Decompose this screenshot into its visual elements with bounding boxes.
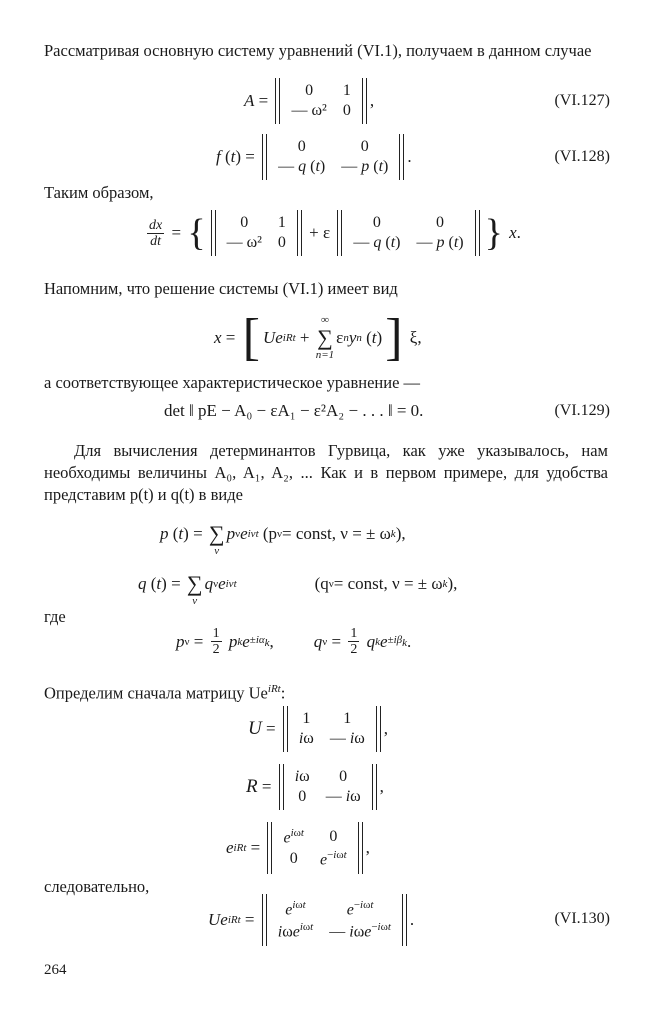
q-const-prefix: (q bbox=[314, 574, 329, 593]
paragraph-where: где bbox=[44, 607, 66, 626]
equation-vi-129: det ‖ pE − A₀ − εA₁ − ε²A₂ − . . . ‖ = 0. bbox=[164, 401, 424, 420]
equation-solution: x = [ Ue iRt + ∞ ∑ n=1 ε n y n ( t ) ] ξ, bbox=[214, 309, 422, 366]
equation-u-matrix: U = 1 1 iω — iω , bbox=[248, 706, 388, 752]
equation-label-130: (VI.130) bbox=[554, 910, 610, 927]
equation-vi-128: f ( t ) = 0 0 — q (t) — p (t) . bbox=[216, 134, 412, 180]
equation-pnu-qnu: p ν = $\frac{1}{2}$ p k e $\pm i\alpha_k$ , q ν = $\frac{1}{2}$ q k e $\pm i\beta_k$ . bbox=[176, 626, 412, 657]
paragraph-consequently: следовательно, bbox=[44, 877, 150, 896]
equation-label-128: (VI.128) bbox=[554, 148, 610, 165]
paragraph-define: Определим сначала матрицу $Ue^{iRt}$: bbox=[44, 683, 286, 703]
p-const-prefix: (p bbox=[262, 524, 278, 543]
equation-label-129: (VI.129) bbox=[554, 402, 610, 419]
equation-dxdt: $\frac{dx}{dt}$ = { 0 1 — ω² 0 + ε 0 0 — q (t) — p (t) } x . bbox=[149, 212, 521, 254]
p-const-text: = const, ν = ± ω bbox=[282, 524, 391, 543]
equation-p-of-t: p ( t ) = ∑ ν p ν e iνt (p ν = const, ν = ± ω k ), bbox=[160, 521, 406, 557]
define-text: Определим сначала матрицу Ue bbox=[44, 683, 268, 703]
paragraph-char-eq: а соответствующее характеристическое уравнение — bbox=[44, 373, 421, 392]
equation-label-127: (VI.127) bbox=[554, 92, 610, 109]
page-number: 264 bbox=[44, 962, 67, 978]
equation-q-of-t: q ( t ) = ∑ ν q ν e iνt (q ν = const, ν = ± ω k ), bbox=[138, 571, 458, 607]
equation-exp-irt: e iRt = $e^{i\omega t}$ 0 0 $e^{-i\omega t}$ , bbox=[226, 822, 370, 874]
paragraph-thus: Таким образом, bbox=[44, 183, 154, 202]
paragraph-hurwitz: Для вычисления детерминантов Гурвица, как уже указывалось, нам необходимы величины A₀, A₁, A₂, ... Как и в первом примере, для удобства представим p(t) и q(t) в виде bbox=[44, 441, 608, 504]
equation-vi-127: A = 0 1 — ω² 0 , bbox=[244, 78, 374, 124]
q-const-text: = const, ν = ± ω bbox=[333, 574, 443, 593]
paragraph-intro: Рассматривая основную систему уравнений (VI.1), получаем в данном случае bbox=[44, 41, 592, 60]
paragraph-recall: Напомним, что решение системы (VI.1) имеет вид bbox=[44, 279, 398, 298]
equation-r-matrix: R = iω 0 0 — iω , bbox=[246, 764, 384, 810]
equation-vi-130: Ue iRt = $e^{i\omega t}$ $e^{-i\omega t}$ iωe$^{i\omega t}$ — iωe$^{-i\omega t}$ . bbox=[208, 894, 414, 946]
